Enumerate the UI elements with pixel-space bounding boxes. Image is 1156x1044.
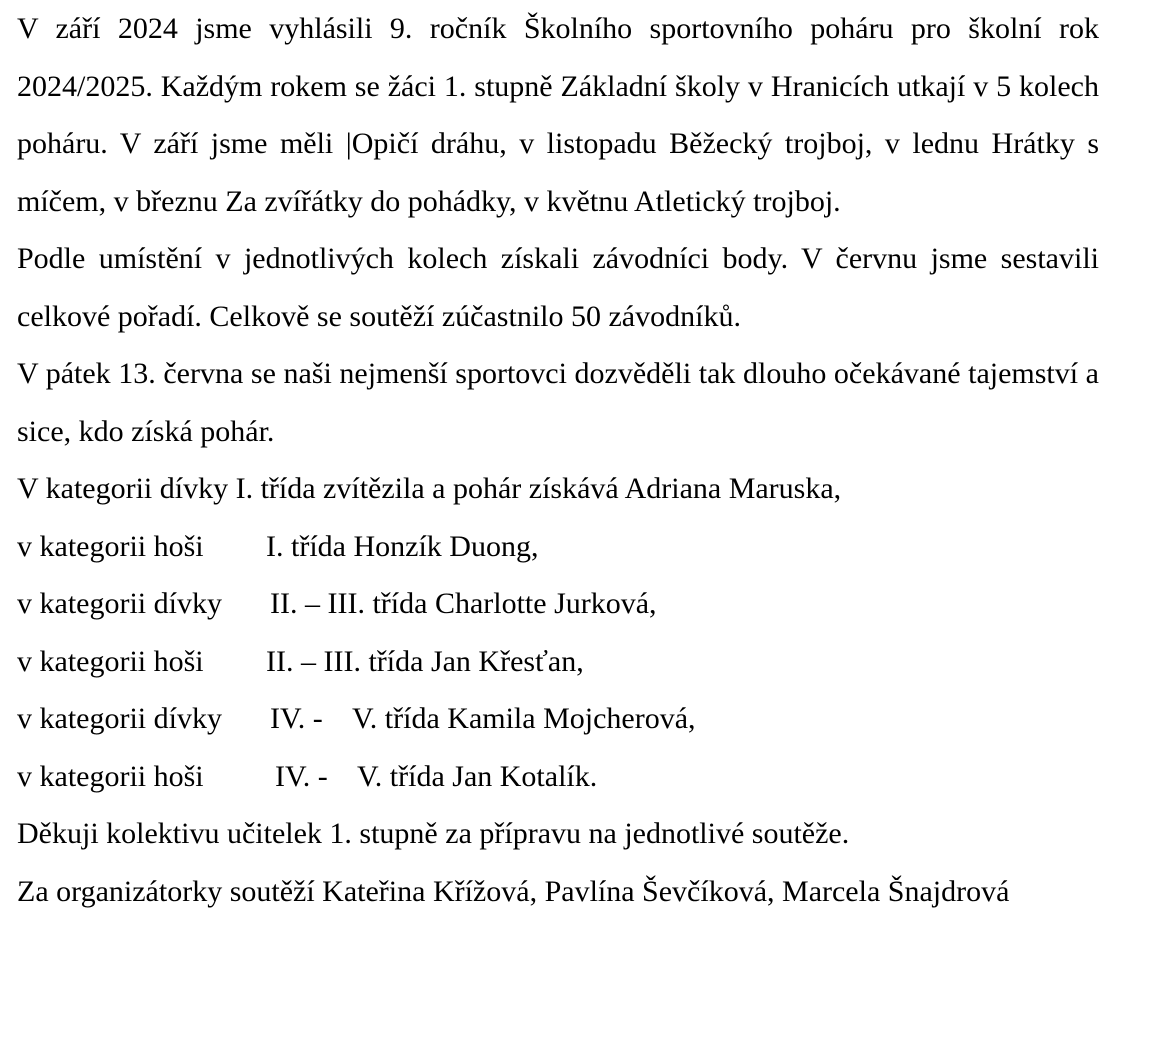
points-paragraph: Podle umístění v jednotlivých kolech získali závodníci body. V červnu jsme sestavili celkové pořadí. Celkově se soutěží zúčastnilo 50 závodníků. (17, 242, 1099, 333)
winner-grade-to: V. třída (352, 702, 440, 735)
winner-name: Honzík Duong, (353, 529, 539, 563)
winner-grade: I. třída (266, 529, 346, 563)
winner-name: Charlotte Jurková, (434, 587, 657, 620)
winner-boys-grade-2-3 (17, 633, 1099, 691)
winner-name: Jan Kotalík. (452, 759, 598, 793)
winner-grade-to: V. třída (357, 759, 445, 793)
winner-name: Jan Křesťan, (430, 644, 584, 678)
thanks-paragraph: Děkuji kolektivu učitelek 1. stupně za přípravu na jednotlivé soutěže. (17, 817, 850, 850)
winner-grade: II. – III. třída (266, 644, 424, 678)
winner-girls-grade-2-3 (17, 575, 1099, 633)
winner-grade-from: IV. - (275, 759, 328, 793)
signature-paragraph: Za organizátorky soutěží Kateřina Křížová, Pavlína Ševčíková, Marcela Šnajdrová (17, 874, 1010, 908)
winner-name: Kamila Mojcherová, (447, 702, 696, 735)
winner-category: v kategorii hoši (17, 759, 204, 793)
intro-paragraph: V září 2024 jsme vyhlásili 9. ročník Školního sportovního poháru pro školní rok 2024/2025. Každým rokem se žáci 1. stupně Základní školy v Hranicích utkají v 5 kolech poháru. V září jsme měli |Opičí dráhu, v listopadu Běžecký trojboj, v lednu Hrátky s míčem, v březnu Za zvířátky do pohádky, v květnu Atletický trojboj. (17, 12, 1099, 218)
winner-category: v kategorii hoši (17, 529, 204, 563)
winner-girls-grade-1: V kategorii dívky I. třída zvítězila a pohár získává Adriana Maruska, (17, 472, 842, 505)
winner-grade: II. – III. třída (270, 587, 428, 620)
winner-girls-grade-4-5 (17, 690, 1099, 748)
document-body (17, 0, 1099, 920)
winner-boys-grade-4-5 (17, 748, 1099, 806)
announcement-paragraph: V pátek 13. června se naši nejmenší sportovci dozvěděli tak dlouho očekávané tajemství a sice, kdo získá pohár. (17, 357, 1099, 448)
winner-category: v kategorii hoši (17, 644, 204, 678)
winner-category: v kategorii dívky (17, 702, 222, 735)
winner-boys-grade-1 (17, 518, 1099, 576)
winner-category: v kategorii dívky (17, 587, 222, 620)
winner-grade-from: IV. - (270, 702, 323, 735)
